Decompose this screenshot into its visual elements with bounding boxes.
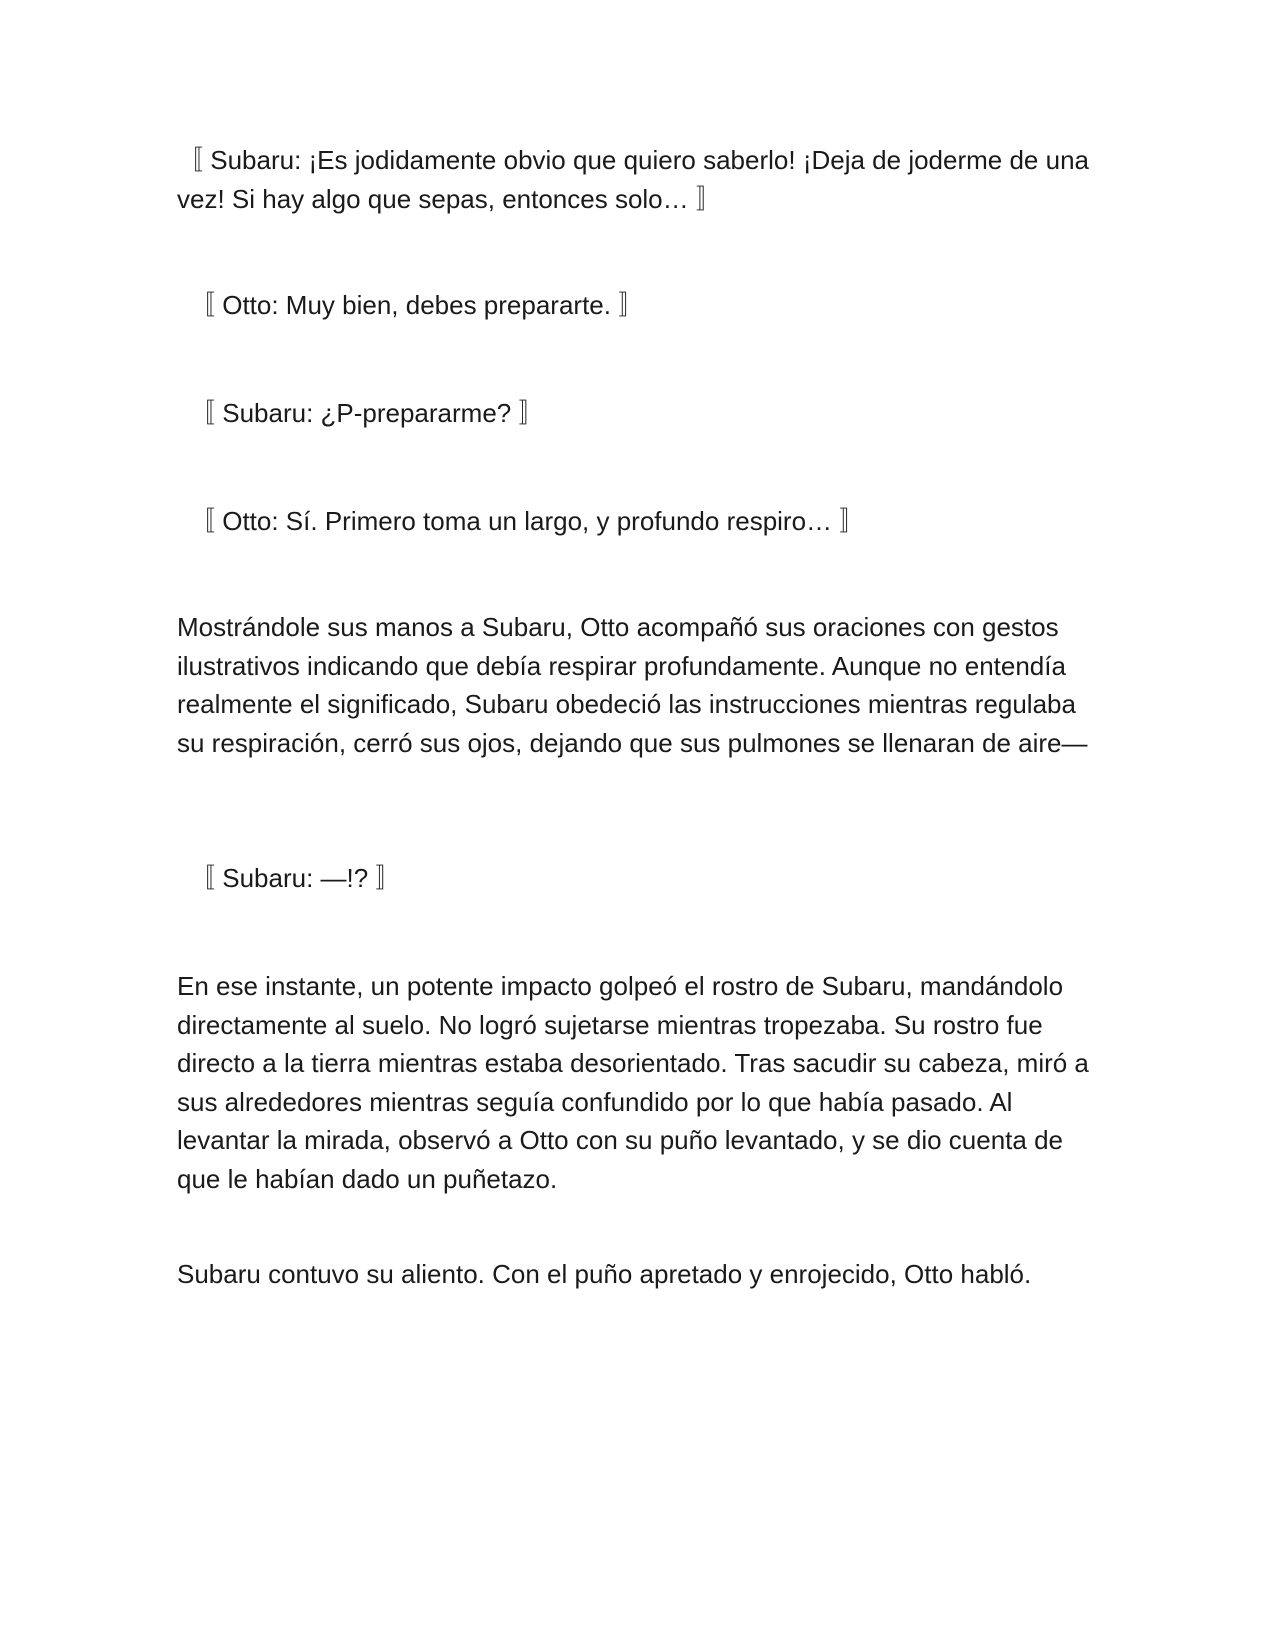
dialogue-otto-1: 〚 Otto: Muy bien, debes prepararte. 〛 (189, 290, 645, 320)
dialogue-otto-2: 〚 Otto: Sí. Primero toma un largo, y profundo respiro… 〛 (189, 506, 866, 536)
dialogue-subaru-2: 〚 Subaru: ¿P-prepararme? 〛 (189, 398, 545, 428)
narration-paragraph-3: Subaru contuvo su aliento. Con el puño apretado y enrojecido, Otto habló. (177, 1259, 1032, 1289)
narration-paragraph-2: En ese instante, un potente impacto golpeó el rostro de Subaru, mandándolo directamente al suelo. No logró sujetarse mientras tropezaba. Su rostro fue directo a la tierra mientras estaba desorientado. Tras sacudir su cabeza, miró a sus alrededores mientras seguía confundido por lo que había pasado. Al levantar la mirada, observó a Otto con su puño levantado, y se dio cuenta de que le habían dado un puñetazo. (177, 971, 1089, 1194)
dialogue-subaru-1: 〚 Subaru: ¡Es jodidamente obvio que quiero saberlo! ¡Deja de joderme de una vez! Si hay algo que sepas, entonces solo… 〛 (177, 145, 1089, 214)
narration-paragraph-1: Mostrándole sus manos a Subaru, Otto acompañó sus oraciones con gestos ilustrativos indicando que debía respirar profundamente. Aunque no entendía realmente el significado, Subaru obedeció las instrucciones mientras regulaba su respiración, cerró sus ojos, dejando que sus pulmones se llenaran de aire— (177, 612, 1088, 758)
dialogue-subaru-3: 〚 Subaru: —!? 〛 (189, 863, 402, 893)
